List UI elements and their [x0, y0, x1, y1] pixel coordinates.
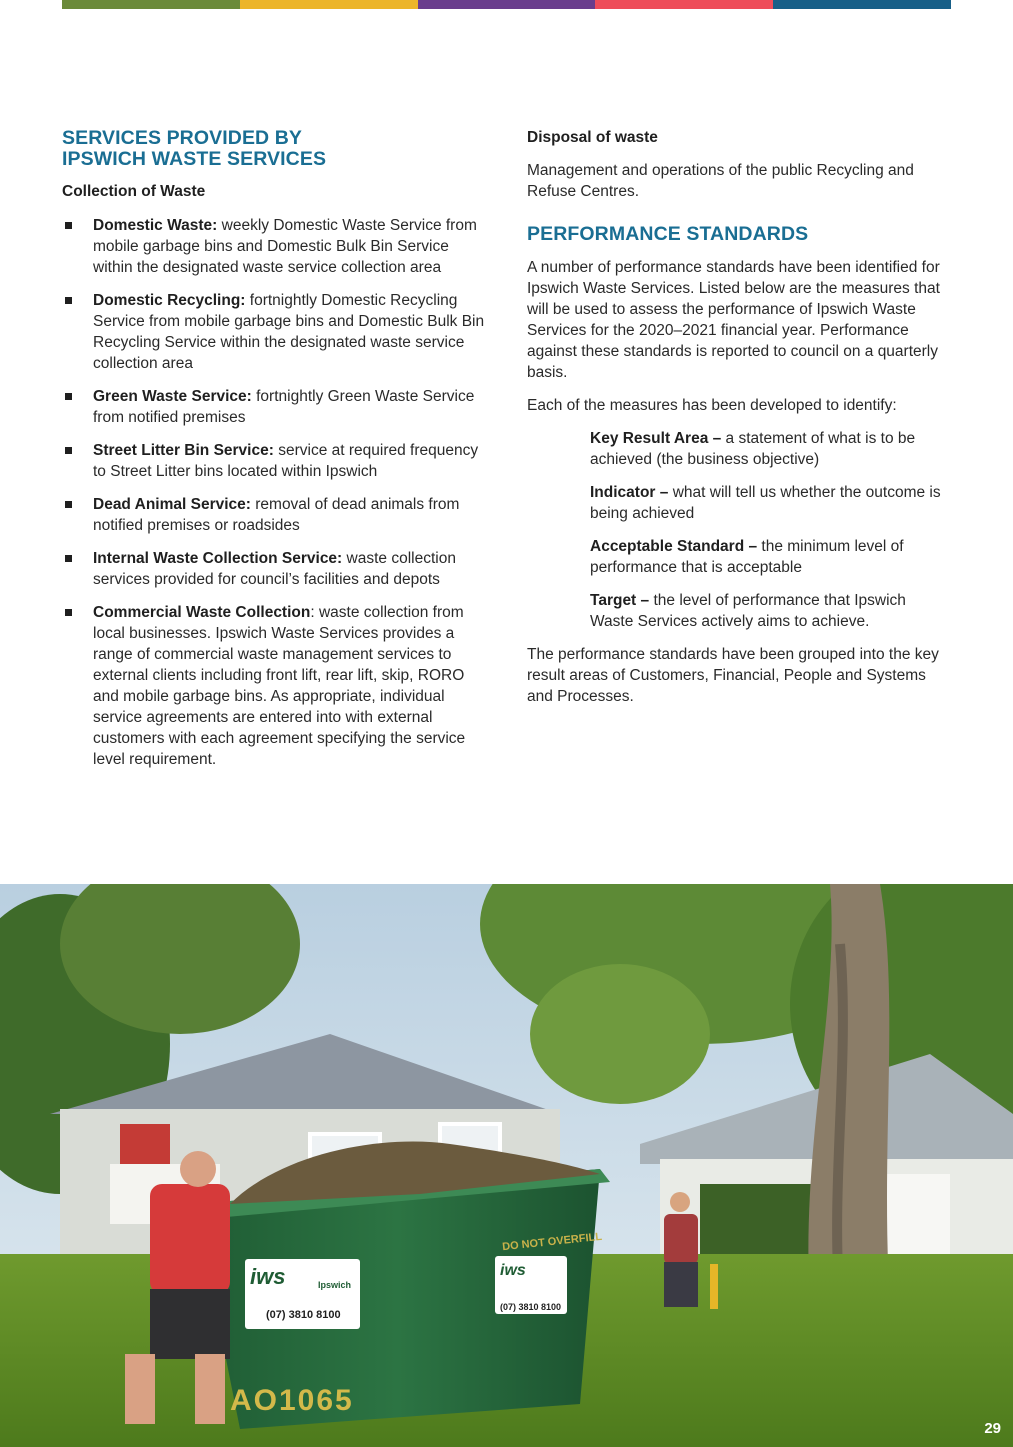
bin-logo: iws — [250, 1264, 286, 1289]
color-bar-blue — [773, 0, 951, 9]
item-term: Domestic Recycling: — [93, 292, 246, 309]
definition-item — [590, 428, 952, 470]
bin-logo-side: iws — [500, 1262, 526, 1279]
item-term: Dead Animal Service: — [93, 496, 251, 513]
color-bar-red — [595, 0, 773, 9]
bin-warning: DO NOT OVERFILL — [501, 1230, 603, 1254]
definition-term: Acceptable Standard – — [590, 538, 758, 555]
item-term: Street Litter Bin Service: — [93, 442, 274, 459]
item-text: removal of dead animals from notified premises or roadsides — [93, 496, 460, 534]
list-item — [62, 440, 492, 482]
page-number: 29 — [984, 1420, 1001, 1437]
definition-text: the level of performance that Ipswich Waste Services actively aims to achieve. — [590, 592, 906, 630]
list-item — [62, 215, 492, 278]
definition-item — [590, 536, 952, 578]
bin-number: AO1065 — [230, 1384, 354, 1417]
photo-illustration — [0, 884, 1013, 1447]
item-text: service at required frequency to Street Litter bins located within Ipswich — [93, 442, 479, 480]
definitions-list — [527, 428, 952, 632]
item-text: : waste collection from local businesses. Ipswich Waste Services provides a range of commercial waste management services to external clients including front lift, rear lift, skip, RORO and mobile garbage bins. As appropriate, individual service agreements are entered into with external customers with each agreement specifying the service level requirement. — [93, 604, 466, 768]
item-text: fortnightly Green Waste Service from notified premises — [93, 388, 475, 426]
definition-term: Key Result Area – — [590, 430, 722, 447]
color-bar-green — [62, 0, 240, 9]
definition-term: Indicator – — [590, 484, 669, 501]
list-item — [62, 548, 492, 590]
definition-item — [590, 482, 952, 524]
bin-phone: (07) 3810 8100 — [266, 1309, 341, 1321]
item-term: Internal Waste Collection Service: — [93, 550, 343, 567]
color-bar-yellow — [240, 0, 418, 9]
item-term: Commercial Waste Collection — [93, 604, 311, 621]
services-list — [62, 215, 492, 770]
item-text: weekly Domestic Waste Service from mobile garbage bins and Domestic Bulk Bin Service within the designated waste service collection area — [93, 217, 477, 276]
closing-text: The performance standards have been grouped into the key result areas of Customers, Financial, People and Systems and Processes. — [527, 646, 939, 705]
definition-term: Target – — [590, 592, 650, 609]
right-column — [527, 128, 952, 707]
color-bar — [62, 0, 951, 9]
item-text: fortnightly Domestic Recycling Service from mobile garbage bins and Domestic Bulk Bin Recycling Service within the designated waste service collection area — [93, 292, 485, 372]
services-heading-line2: IPSWICH WASTE SERVICES — [62, 148, 327, 170]
definition-item — [590, 590, 952, 632]
color-bar-purple — [418, 0, 596, 9]
services-heading-line1: SERVICES PROVIDED BY — [62, 127, 303, 149]
performance-heading: PERFORMANCE STANDARDS — [527, 223, 809, 245]
list-item — [62, 494, 492, 536]
list-item — [62, 386, 492, 428]
waste-bin-photo — [0, 884, 1013, 1447]
item-text: waste collection services provided for council’s facilities and depots — [93, 550, 456, 588]
definition-text: what will tell us whether the outcome is being achieved — [590, 484, 941, 522]
list-item — [62, 602, 492, 770]
list-item — [62, 290, 492, 374]
bin-phone-side: (07) 3810 8100 — [500, 1302, 562, 1312]
performance-intro: A number of performance standards have been identified for Ipswich Waste Services. Listed below are the measures that will be used to assess the performance of Ipswich Waste Services for the 2020–2021 financial year. Performance against these standards is reported to council on a quarterly basis. — [527, 259, 940, 381]
bin-council-name: Ipswich — [318, 1280, 352, 1290]
measures-intro: Each of the measures has been developed to identify: — [527, 397, 897, 414]
disposal-text: Management and operations of the public Recycling and Refuse Centres. — [527, 162, 914, 200]
services-heading — [62, 128, 492, 170]
item-term: Domestic Waste: — [93, 217, 218, 234]
definition-text: the minimum level of performance that is acceptable — [590, 538, 904, 576]
definition-text: a statement of what is to be achieved (the business objective) — [590, 430, 916, 468]
left-column — [62, 128, 492, 782]
item-term: Green Waste Service: — [93, 388, 252, 405]
disposal-heading: Disposal of waste — [527, 129, 658, 146]
collection-subheading: Collection of Waste — [62, 183, 206, 200]
